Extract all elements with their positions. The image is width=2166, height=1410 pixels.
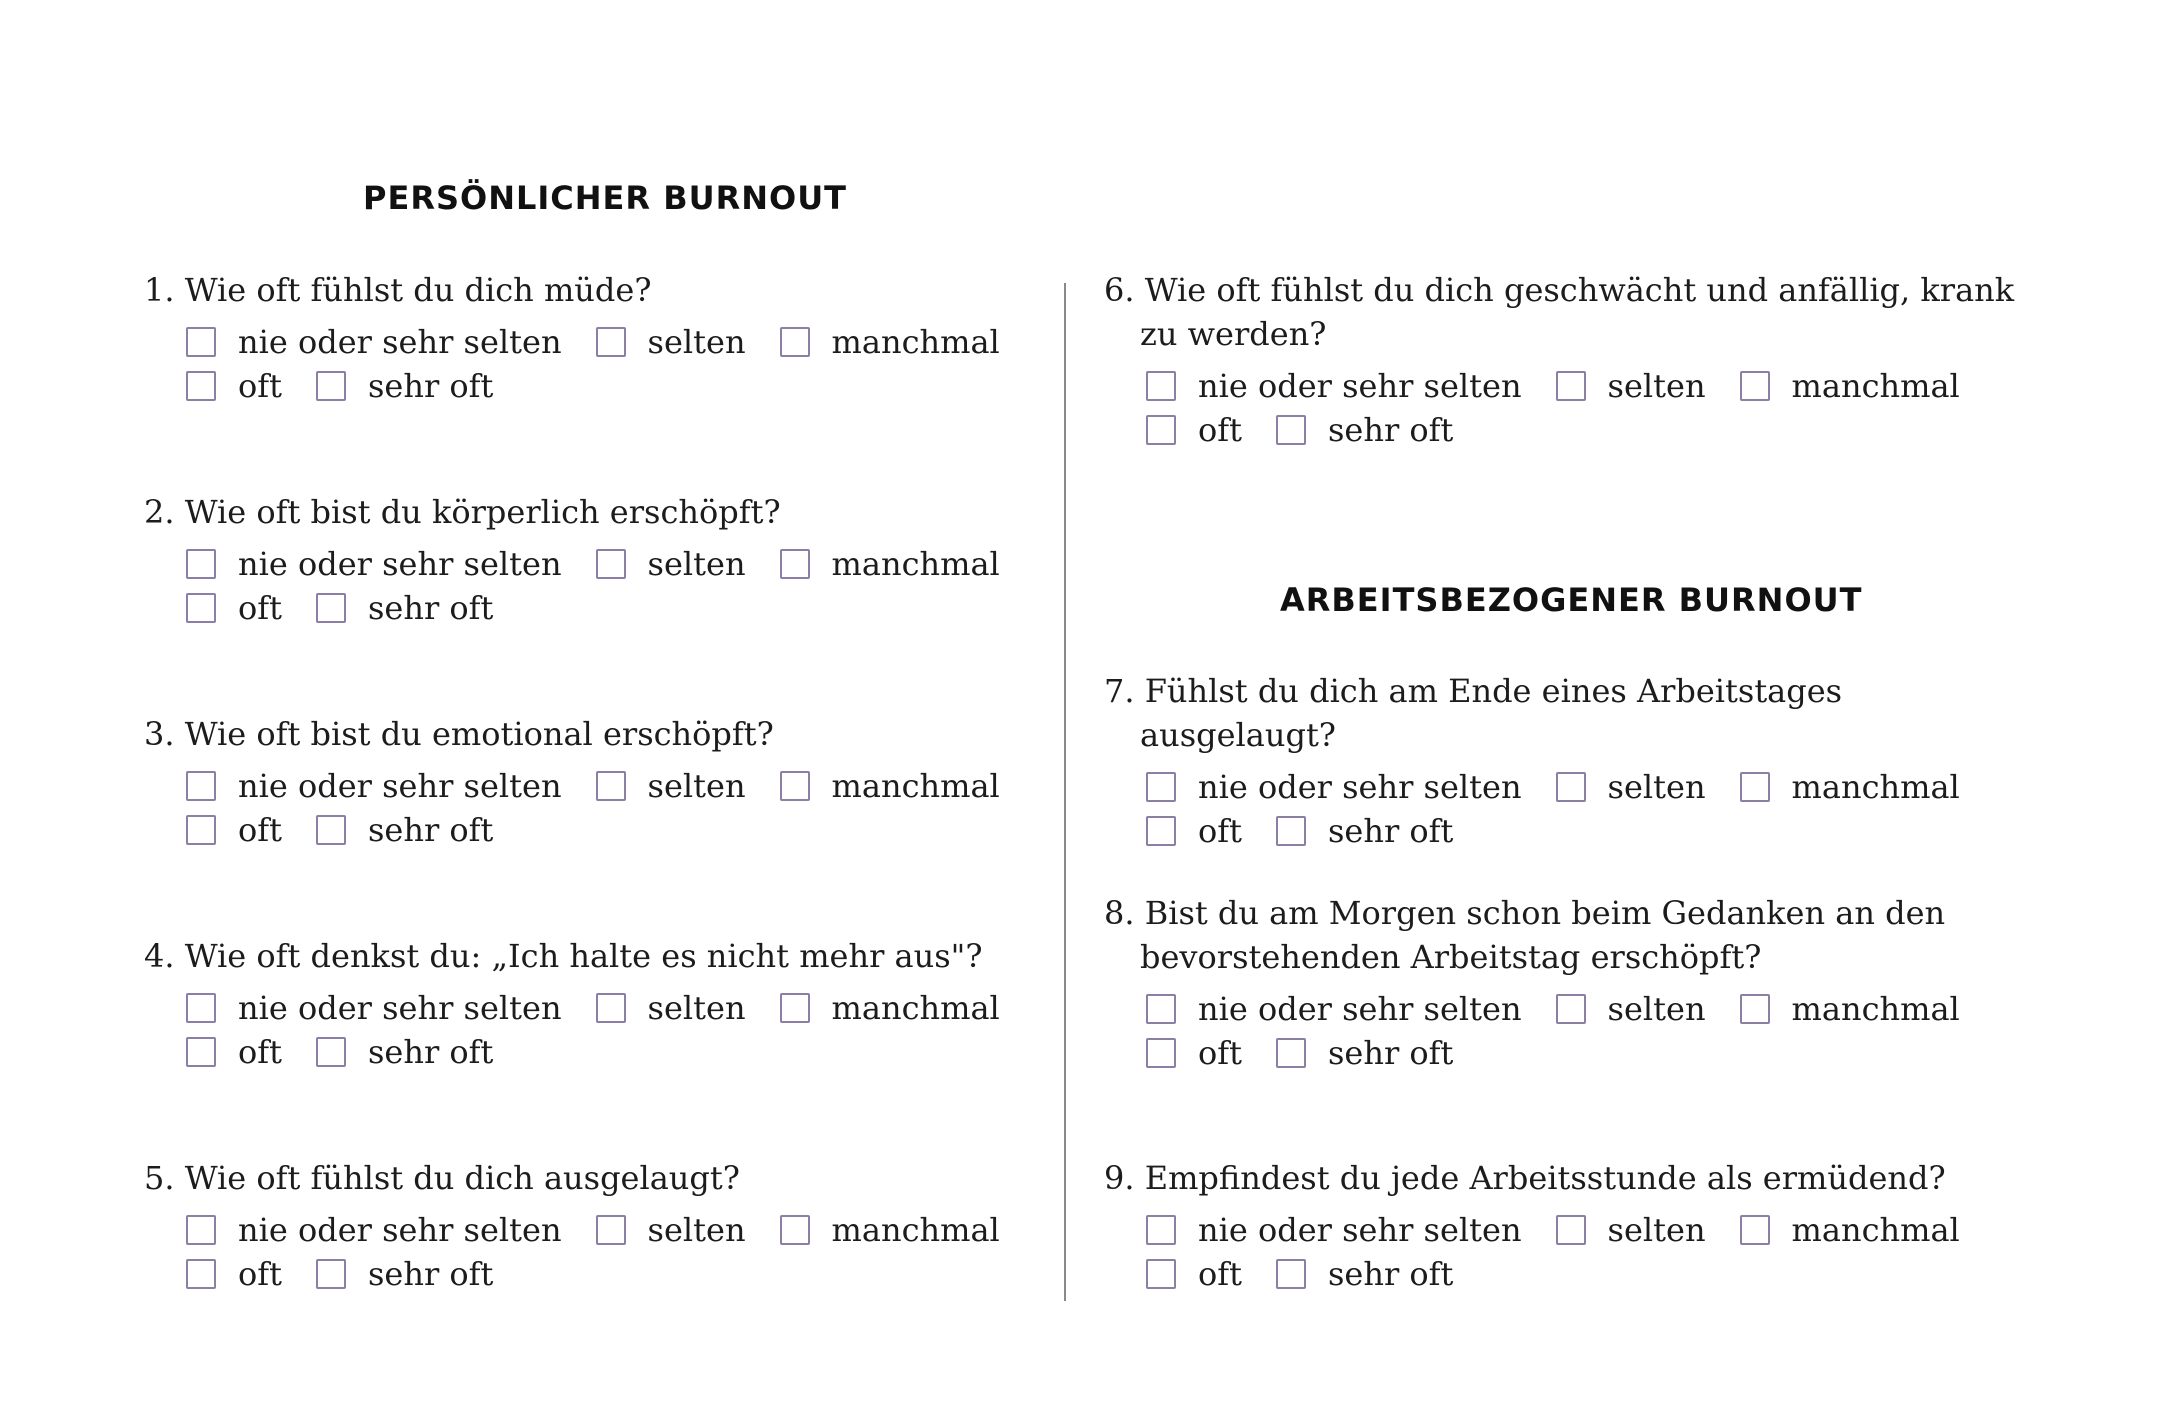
answer-option[interactable]: [186, 589, 282, 627]
option-row: [186, 364, 1046, 408]
answer-option[interactable]: [186, 1255, 282, 1293]
checkbox[interactable]: [186, 371, 216, 401]
checkbox[interactable]: [596, 327, 626, 357]
option-label: manchmal: [1791, 367, 1960, 405]
option-label: nie oder sehr selten: [238, 767, 562, 805]
answer-option[interactable]: [780, 989, 1000, 1027]
question-5: [144, 1156, 1044, 1296]
answer-options: [144, 320, 1046, 408]
question-1: [144, 268, 1044, 408]
answer-option[interactable]: [780, 767, 1000, 805]
option-label: nie oder sehr selten: [1198, 1211, 1522, 1249]
option-label: selten: [1607, 768, 1706, 806]
answer-option[interactable]: [1146, 812, 1242, 850]
answer-option[interactable]: [316, 1255, 493, 1293]
option-label: nie oder sehr selten: [1198, 990, 1522, 1028]
checkbox[interactable]: [780, 1215, 810, 1245]
option-label: selten: [647, 323, 746, 361]
question-2: [144, 490, 1044, 630]
answer-option[interactable]: [186, 1211, 562, 1249]
option-label: oft: [1198, 1034, 1242, 1072]
answer-option[interactable]: [1146, 1255, 1242, 1293]
option-label: oft: [238, 1255, 282, 1293]
answer-option[interactable]: [1276, 1255, 1453, 1293]
answer-option[interactable]: [186, 323, 562, 361]
checkbox[interactable]: [1276, 1259, 1306, 1289]
checkbox[interactable]: [1556, 371, 1586, 401]
option-label: manchmal: [1791, 990, 1960, 1028]
answer-option[interactable]: [596, 767, 746, 805]
checkbox[interactable]: [780, 771, 810, 801]
answer-options: [144, 764, 1046, 852]
checkbox[interactable]: [1146, 1259, 1176, 1289]
answer-option[interactable]: [596, 989, 746, 1027]
option-label: manchmal: [1791, 1211, 1960, 1249]
checkbox[interactable]: [1740, 772, 1770, 802]
answer-option[interactable]: [186, 811, 282, 849]
option-row: [186, 808, 1046, 852]
option-label: sehr oft: [1327, 1255, 1454, 1293]
checkbox[interactable]: [1556, 772, 1586, 802]
checkbox[interactable]: [780, 549, 810, 579]
checkbox[interactable]: [1146, 772, 1176, 802]
answer-option[interactable]: [1556, 1211, 1706, 1249]
answer-option[interactable]: [186, 767, 562, 805]
option-label: nie oder sehr selten: [238, 989, 562, 1027]
checkbox[interactable]: [596, 771, 626, 801]
checkbox[interactable]: [1740, 1215, 1770, 1245]
answer-option[interactable]: [316, 811, 493, 849]
checkbox[interactable]: [1740, 371, 1770, 401]
checkbox[interactable]: [186, 993, 216, 1023]
answer-option[interactable]: [1740, 367, 1960, 405]
option-row: [186, 1252, 1046, 1296]
option-row: [1146, 1031, 2006, 1075]
answer-option[interactable]: [186, 545, 562, 583]
checkbox[interactable]: [596, 993, 626, 1023]
question-text: 5. Wie oft fühlst du dich ausgelaugt?: [144, 1159, 740, 1197]
checkbox[interactable]: [316, 815, 346, 845]
option-label: sehr oft: [1327, 812, 1454, 850]
option-label: selten: [647, 1211, 746, 1249]
option-label: sehr oft: [367, 1033, 494, 1071]
column-divider: [1064, 283, 1066, 1301]
answer-option[interactable]: [316, 589, 493, 627]
question-4: [144, 934, 1044, 1074]
section-heading-work-burnout: ARBEITSBEZOGENER BURNOUT: [1280, 581, 1863, 619]
checkbox[interactable]: [186, 1259, 216, 1289]
question-text: 6. Wie oft fühlst du dich geschwächt und anfällig, krank zu werden?: [1104, 271, 2015, 353]
checkbox[interactable]: [1146, 994, 1176, 1024]
question-text: 9. Empfindest du jede Arbeitsstunde als ermüdend?: [1104, 1159, 1946, 1197]
answer-options: [1104, 1208, 2006, 1296]
option-row: [186, 1030, 1046, 1074]
answer-option[interactable]: [1146, 367, 1522, 405]
checkbox[interactable]: [1556, 1215, 1586, 1245]
checkbox[interactable]: [1740, 994, 1770, 1024]
checkbox[interactable]: [596, 1215, 626, 1245]
answer-option[interactable]: [780, 545, 1000, 583]
answer-options: [1104, 364, 2006, 452]
question-8: [1104, 891, 2004, 1075]
option-label: selten: [1607, 367, 1706, 405]
option-label: manchmal: [831, 323, 1000, 361]
checkbox[interactable]: [780, 327, 810, 357]
option-label: manchmal: [831, 1211, 1000, 1249]
option-row: [1146, 809, 2006, 853]
question-7: [1104, 669, 2004, 853]
option-label: nie oder sehr selten: [238, 1211, 562, 1249]
checkbox[interactable]: [186, 771, 216, 801]
checkbox[interactable]: [186, 1037, 216, 1067]
option-row: [1146, 364, 2006, 408]
answer-option[interactable]: [1740, 990, 1960, 1028]
answer-option[interactable]: [596, 1211, 746, 1249]
answer-option[interactable]: [1556, 990, 1706, 1028]
option-row: [1146, 408, 2006, 452]
answer-option[interactable]: [780, 1211, 1000, 1249]
question-6: [1104, 268, 2015, 452]
option-row: [186, 542, 1046, 586]
option-label: nie oder sehr selten: [1198, 768, 1522, 806]
option-row: [1146, 1252, 2006, 1296]
option-label: sehr oft: [367, 1255, 494, 1293]
checkbox[interactable]: [1556, 994, 1586, 1024]
answer-option[interactable]: [1276, 411, 1453, 449]
answer-option[interactable]: [1146, 990, 1522, 1028]
option-label: sehr oft: [1327, 1034, 1454, 1072]
checkbox[interactable]: [780, 993, 810, 1023]
checkbox[interactable]: [186, 549, 216, 579]
checkbox[interactable]: [316, 1259, 346, 1289]
option-label: selten: [1607, 990, 1706, 1028]
option-row: [186, 586, 1046, 630]
option-label: oft: [1198, 1255, 1242, 1293]
answer-option[interactable]: [596, 545, 746, 583]
checkbox[interactable]: [316, 371, 346, 401]
section-heading-personal-burnout: PERSÖNLICHER BURNOUT: [363, 179, 847, 217]
question-text: 4. Wie oft denkst du: „Ich halte es nicht mehr aus"?: [144, 937, 983, 975]
answer-options: [1104, 987, 2006, 1075]
option-label: oft: [238, 811, 282, 849]
option-row: [186, 764, 1046, 808]
option-label: selten: [647, 545, 746, 583]
checkbox[interactable]: [1146, 1215, 1176, 1245]
option-label: oft: [238, 589, 282, 627]
answer-option[interactable]: [316, 367, 493, 405]
checkbox[interactable]: [186, 593, 216, 623]
answer-option[interactable]: [316, 1033, 493, 1071]
answer-option[interactable]: [1740, 768, 1960, 806]
option-row: [186, 1208, 1046, 1252]
option-label: selten: [647, 989, 746, 1027]
option-label: manchmal: [831, 545, 1000, 583]
option-label: nie oder sehr selten: [1198, 367, 1522, 405]
answer-option[interactable]: [1146, 411, 1242, 449]
answer-option[interactable]: [1740, 1211, 1960, 1249]
question-text: 7. Fühlst du dich am Ende eines Arbeitstages ausgelaugt?: [1104, 672, 1843, 754]
option-row: [1146, 987, 2006, 1031]
question-9: [1104, 1156, 2004, 1296]
checkbox[interactable]: [316, 593, 346, 623]
option-label: sehr oft: [1327, 411, 1454, 449]
checkbox[interactable]: [1276, 816, 1306, 846]
answer-option[interactable]: [1556, 768, 1706, 806]
option-label: nie oder sehr selten: [238, 545, 562, 583]
checkbox[interactable]: [1146, 371, 1176, 401]
option-label: selten: [647, 767, 746, 805]
option-row: [186, 986, 1046, 1030]
checkbox[interactable]: [186, 1215, 216, 1245]
option-label: oft: [238, 367, 282, 405]
question-3: [144, 712, 1044, 852]
checkbox[interactable]: [1146, 816, 1176, 846]
option-label: oft: [1198, 411, 1242, 449]
option-label: manchmal: [831, 989, 1000, 1027]
option-label: selten: [1607, 1211, 1706, 1249]
answer-options: [144, 986, 1046, 1074]
question-text: 3. Wie oft bist du emotional erschöpft?: [144, 715, 774, 753]
option-label: nie oder sehr selten: [238, 323, 562, 361]
checkbox[interactable]: [186, 815, 216, 845]
answer-option[interactable]: [186, 989, 562, 1027]
question-text: 1. Wie oft fühlst du dich müde?: [144, 271, 652, 309]
answer-option[interactable]: [1146, 1034, 1242, 1072]
answer-option[interactable]: [1276, 812, 1453, 850]
answer-option[interactable]: [186, 1033, 282, 1071]
answer-option[interactable]: [1146, 768, 1522, 806]
option-label: sehr oft: [367, 367, 494, 405]
checkbox[interactable]: [316, 1037, 346, 1067]
answer-options: [144, 542, 1046, 630]
option-row: [1146, 1208, 2006, 1252]
answer-option[interactable]: [1146, 1211, 1522, 1249]
option-row: [1146, 765, 2006, 809]
answer-option[interactable]: [780, 323, 1000, 361]
option-label: oft: [1198, 812, 1242, 850]
answer-option[interactable]: [1556, 367, 1706, 405]
option-label: manchmal: [831, 767, 1000, 805]
answer-option[interactable]: [596, 323, 746, 361]
checkbox[interactable]: [596, 549, 626, 579]
option-row: [186, 320, 1046, 364]
checkbox[interactable]: [186, 327, 216, 357]
answer-options: [1104, 765, 2006, 853]
question-text: 2. Wie oft bist du körperlich erschöpft?: [144, 493, 781, 531]
option-label: oft: [238, 1033, 282, 1071]
answer-options: [144, 1208, 1046, 1296]
answer-option[interactable]: [186, 367, 282, 405]
checkbox[interactable]: [1276, 1038, 1306, 1068]
checkbox[interactable]: [1146, 1038, 1176, 1068]
option-label: manchmal: [1791, 768, 1960, 806]
option-label: sehr oft: [367, 589, 494, 627]
checkbox[interactable]: [1146, 415, 1176, 445]
answer-option[interactable]: [1276, 1034, 1453, 1072]
question-text: 8. Bist du am Morgen schon beim Gedanken an den bevorstehenden Arbeitstag erschöpft?: [1104, 894, 1946, 976]
option-label: sehr oft: [367, 811, 494, 849]
checkbox[interactable]: [1276, 415, 1306, 445]
